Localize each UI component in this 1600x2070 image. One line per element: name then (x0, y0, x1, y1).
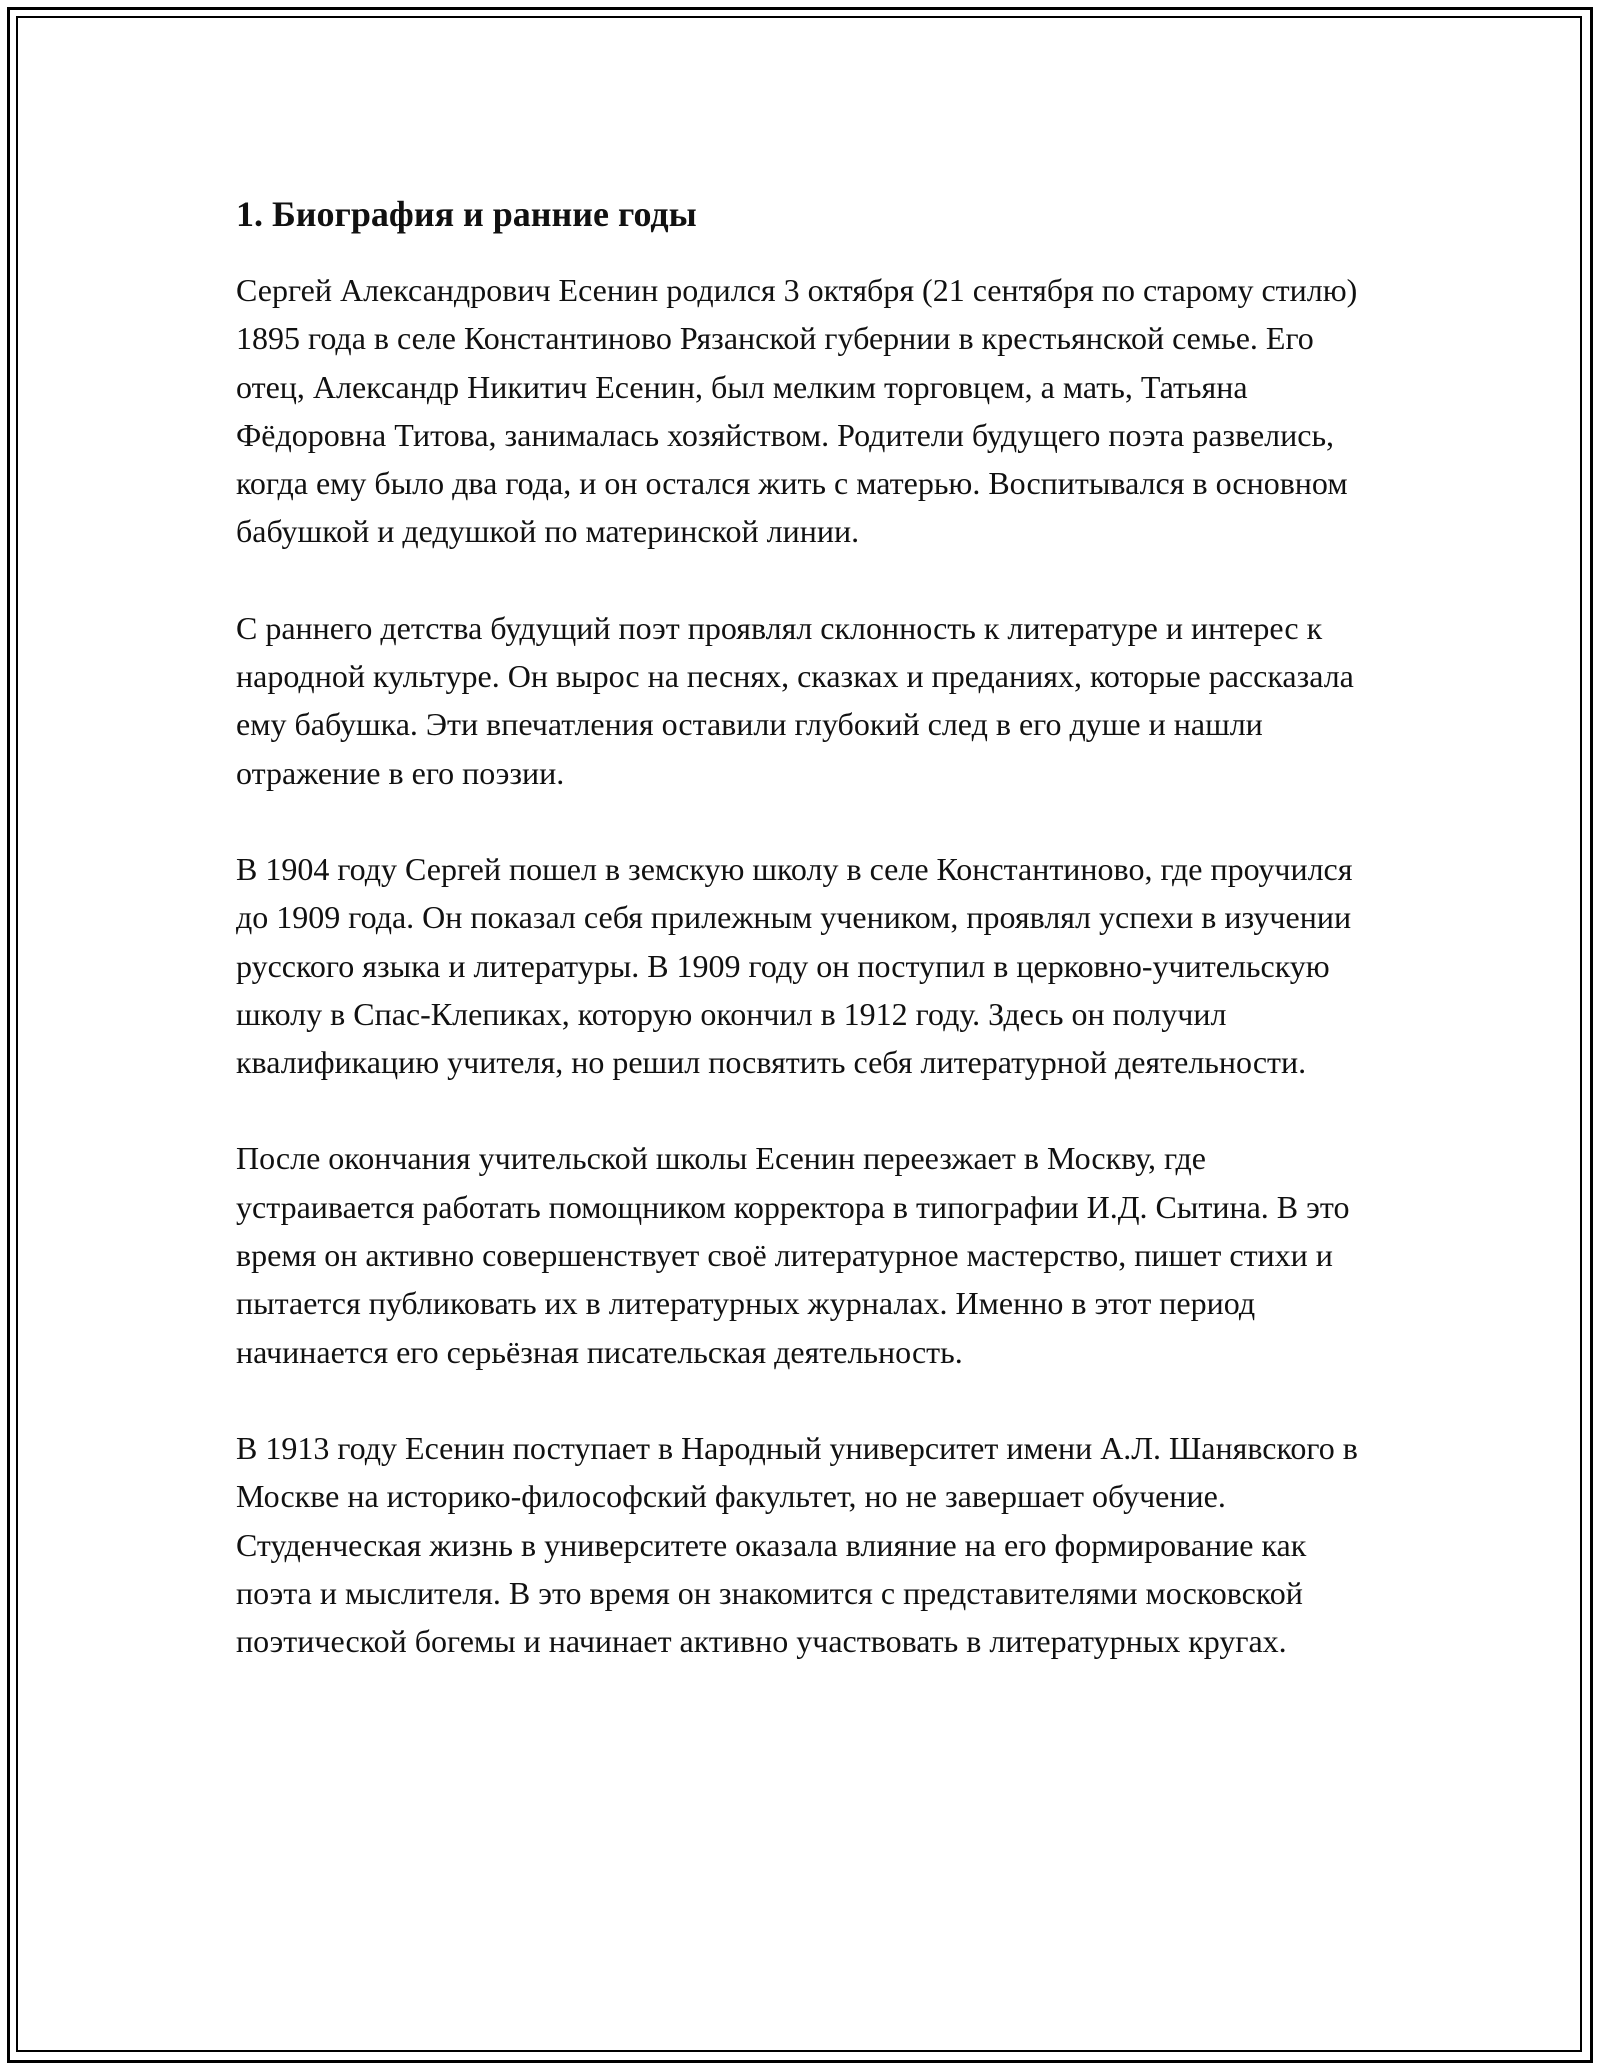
paragraph-university: В 1913 году Есенин поступает в Народный университет имени А.Л. Шанявского в Москве на историко-философский факультет, но не завершает обучение. Студенческая жизнь в университете оказала влияние на его формирование как поэта и мыслителя. В это время он знакомится с представителями московской поэтической богемы и начинает активно участвовать в литературных кругах. (236, 1429, 1358, 1660)
paragraph-school: В 1904 году Сергей пошел в земскую школу в селе Константиново, где проучился до 1909 года. Он показал себя прилежным учеником, проявлял успехи в изучении русского языка и литературы. В 1909 году он поступил в церковно-учительскую школу в Спас-Клепиках, которую окончил в 1912 году. Здесь он получил квалификацию учителя, но решил посвятить себя литературной деятельности. (236, 850, 1353, 1081)
section-title: 1. Биография и ранние годы (236, 194, 697, 234)
paragraph-moscow: После окончания учительской школы Есенин переезжает в Москву, где устраивается работать помощником корректора в типографии И.Д. Сытина. В это время он активно совершенствует своё литературное мастерство, пишет стихи и пытается публиковать их в литературных журналах. Именно в этот период начинается его серьёзная писательская деятельность. (236, 1140, 1350, 1370)
paragraph-childhood: С раннего детства будущий поэт проявлял склонность к литературе и интерес к народной культуре. Он вырос на песнях, сказках и преданиях, которые рассказала ему бабушка. Эти впечатления оставили глубокий след в его душе и нашли отражение в его поэзии. (236, 609, 1354, 791)
document-page (236, 186, 1376, 1713)
paragraph-early-life: Сергей Александрович Есенин родился 3 октября (21 сентября по старому стилю) 1895 года в селе Константиново Рязанской губернии в крестьянской семье. Его отец, Александр Никитич Есенин, был мелким торговцем, а мать, Татьяна Фёдоровна Титова, занималась хозяйством. Родители будущего поэта развелись, когда ему было два года, и он остался жить с матерью. Воспитывался в основном бабушкой и дедушкой по материнской линии. (236, 272, 1358, 550)
